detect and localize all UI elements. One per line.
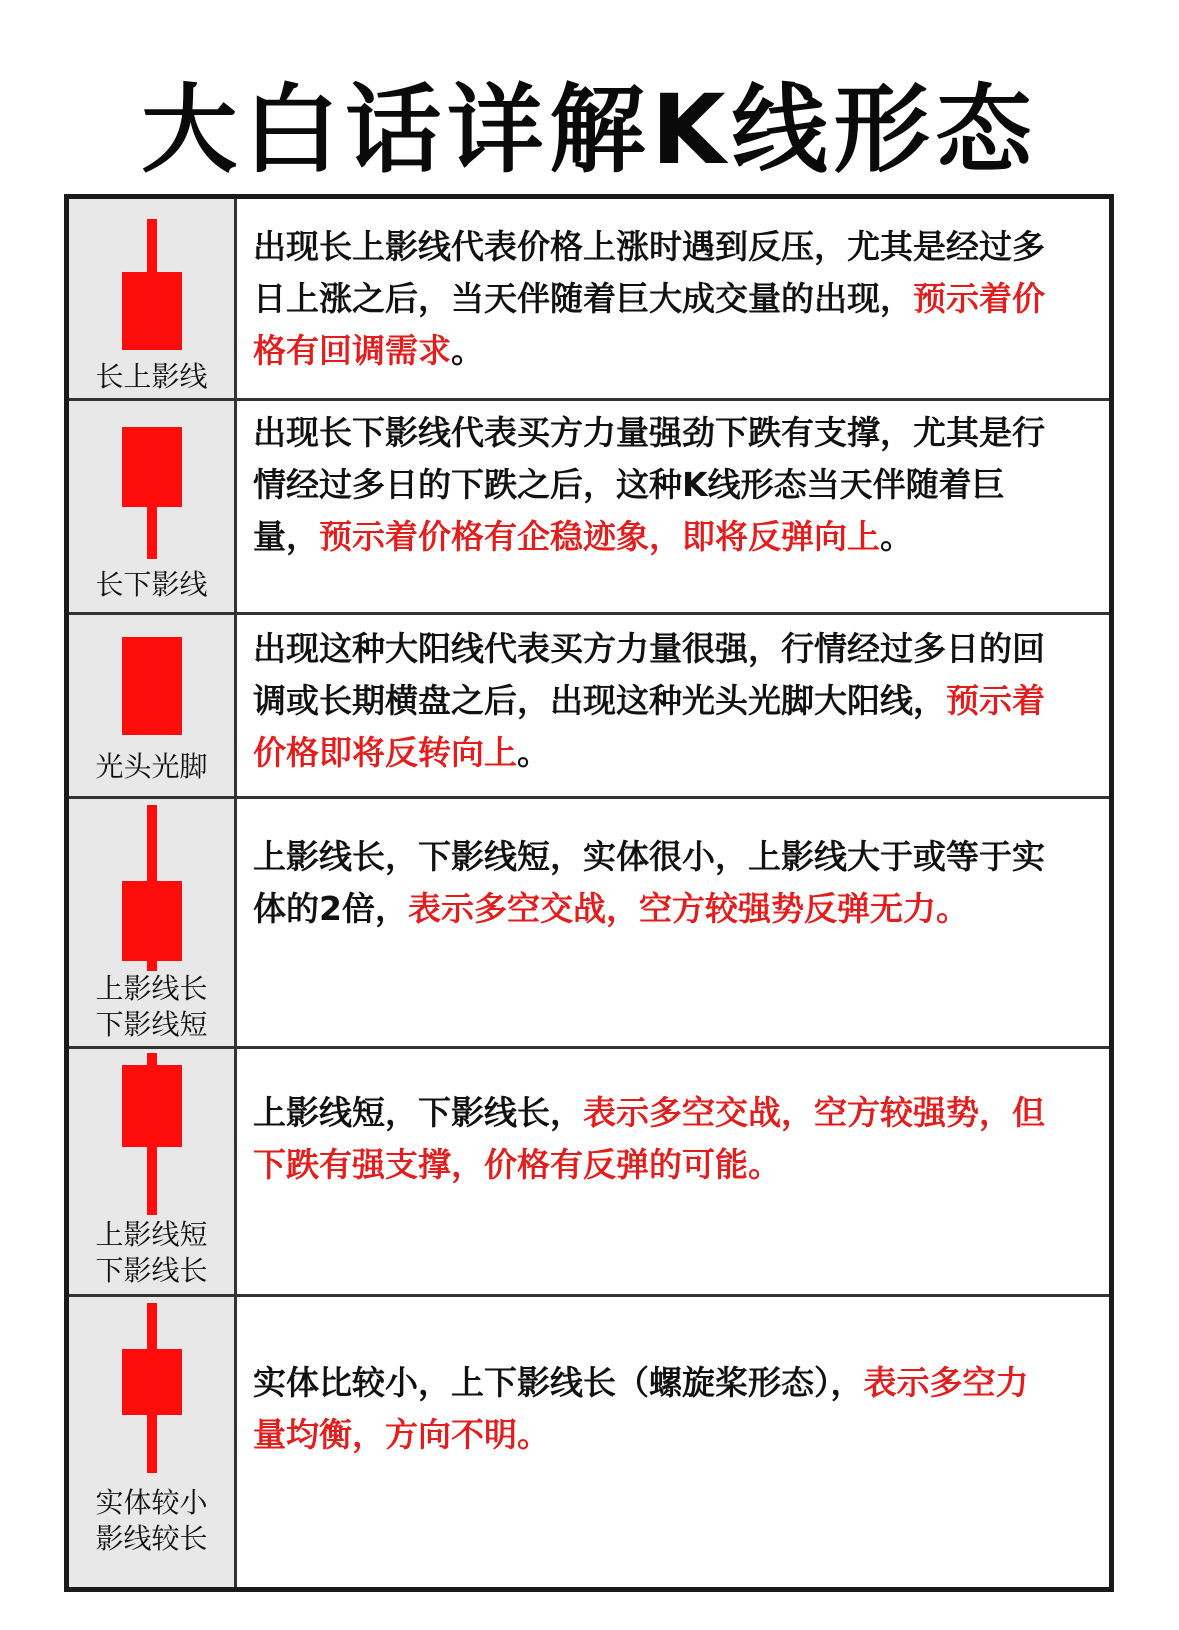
description-end: 。	[517, 1415, 550, 1454]
candlestick-cell	[69, 799, 237, 1046]
description-end: 。	[517, 733, 550, 772]
table-row	[69, 401, 1109, 615]
description-highlight: 预示着价格即将反转向上	[253, 681, 1045, 772]
pattern-label-line: 实体较小	[95, 1486, 208, 1519]
description-end: 。	[880, 517, 913, 556]
pattern-label-line: 影线较长	[95, 1522, 208, 1555]
upper-wick-icon	[147, 805, 157, 885]
description-highlight: 预示着价格有企稳迹象，即将反弹向上	[319, 517, 880, 556]
description-text: 出现长下影线代表买方力量强劲下跌有支撑，尤其是行情经过多日的下跌之后，这种K线形态当天伴随着巨量，	[253, 413, 1045, 556]
table-row	[69, 1297, 1109, 1587]
upper-wick-icon	[147, 219, 157, 274]
pattern-description	[253, 623, 1053, 779]
pattern-description	[253, 1087, 1053, 1191]
pattern-label	[69, 971, 234, 1043]
upper-wick-icon	[147, 1303, 157, 1351]
table-row	[69, 199, 1109, 401]
candle-body-icon	[122, 1065, 182, 1147]
description-highlight: 表示多空交战，空方较强势，但下跌有强支撑，价格有反弹的可能	[253, 1093, 1045, 1184]
lower-wick-icon	[147, 505, 157, 559]
candlestick-cell	[69, 199, 237, 398]
pattern-label-line: 下影线短	[95, 1008, 208, 1041]
candlestick-cell	[69, 615, 237, 796]
candle-body-icon	[122, 637, 182, 735]
table-row	[69, 1049, 1109, 1297]
table-row	[69, 615, 1109, 799]
pattern-label: 长上影线	[95, 360, 208, 393]
table-row	[69, 799, 1109, 1049]
lower-wick-icon	[147, 959, 157, 971]
pattern-description	[253, 221, 1053, 377]
candlestick-cell	[69, 1297, 237, 1587]
candle-body-icon	[122, 272, 182, 350]
lower-wick-icon	[147, 1145, 157, 1215]
description-highlight: 表示多空力量均衡，方向不明	[253, 1363, 1029, 1454]
pattern-label: 长下影线	[95, 568, 208, 601]
pattern-label	[69, 1485, 234, 1557]
pattern-description	[253, 831, 1053, 935]
pattern-label-line: 上影线短	[95, 1218, 208, 1251]
description-text: 实体比较小，上下影线长（螺旋桨形态），	[253, 1363, 864, 1402]
candle-body-icon	[122, 427, 182, 507]
kline-table	[64, 194, 1114, 1592]
candle-body-icon	[122, 881, 182, 961]
candlestick-cell	[69, 1049, 237, 1294]
page-title: 大白话详解K线形态	[141, 74, 1038, 186]
description-end: 。	[935, 889, 969, 928]
description-text: 上影线短，下影线长，	[253, 1093, 583, 1132]
description-end: 。	[451, 331, 484, 370]
pattern-label	[69, 1217, 234, 1289]
description-highlight: 预示着价格有回调需求	[253, 279, 1045, 370]
candle-body-icon	[122, 1349, 182, 1415]
description-highlight: 表示多空交战，空方较强势反弹无力	[407, 889, 936, 928]
pattern-label: 光头光脚	[95, 750, 208, 783]
pattern-description	[253, 407, 1053, 563]
pattern-label-line: 下影线长	[95, 1254, 208, 1287]
description-text: 出现这种大阳线代表买方力量很强，行情经过多日的回调或长期横盘之后，出现这种光头光脚大阳线，	[253, 629, 1045, 720]
pattern-description	[253, 1357, 1053, 1461]
candlestick-cell	[69, 401, 237, 612]
description-text: 上影线长，下影线短，实体很小，上影线大于或等于实体的2倍，	[253, 837, 1045, 928]
lower-wick-icon	[147, 1413, 157, 1473]
pattern-label-line: 上影线长	[95, 972, 208, 1005]
description-text: 出现长上影线代表价格上涨时遇到反压，尤其是经过多日上涨之后，当天伴随着巨大成交量的出现，	[253, 227, 1045, 318]
description-end: 。	[748, 1145, 781, 1184]
